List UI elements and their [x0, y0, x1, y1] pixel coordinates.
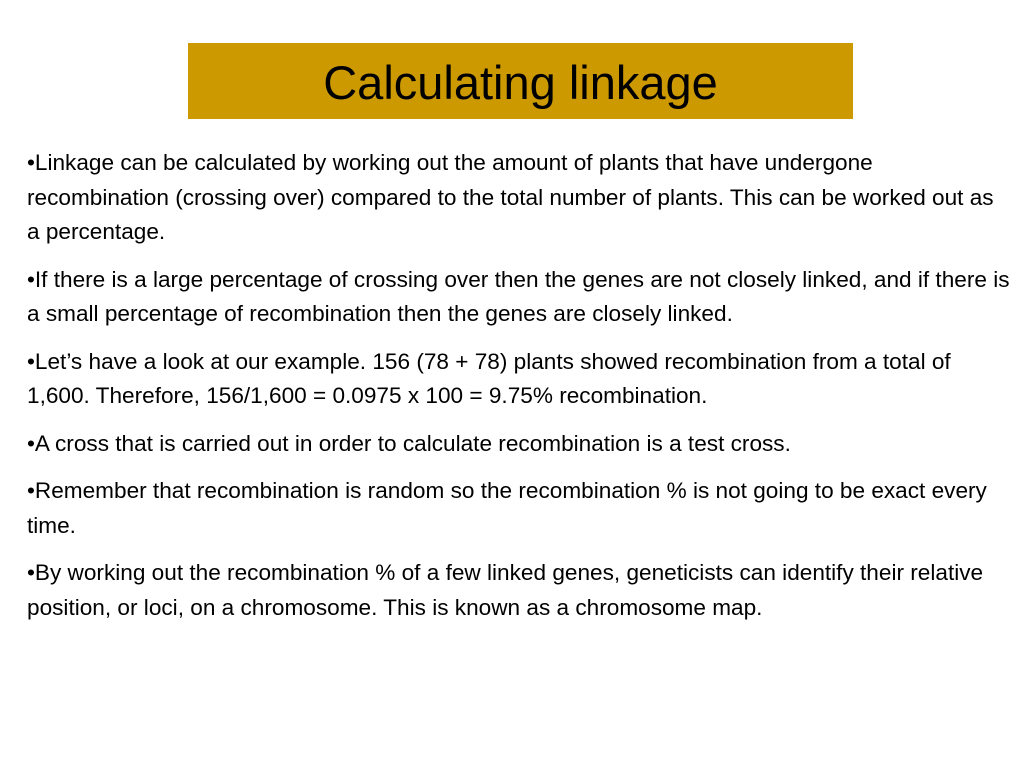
bullet-crossing-over: •If there is a large percentage of crossing over then the genes are not closely linked, and if there is a small percentage of recombination then the genes are closely linked. — [27, 266, 1010, 326]
bullet-linkage-calculation: •Linkage can be calculated by working out the amount of plants that have undergone recombination (crossing over) compared to the total number of plants. This can be worked out as a percentage. — [27, 150, 994, 244]
bullet-random-recombination: •Remember that recombination is random so the recombination % is not going to be exact every time. — [27, 478, 987, 538]
bullet-chromosome-map: •By working out the recombination % of a few linked genes, geneticists can identify their relative position, or loci, on a chromosome. This is known as a chromosome map. — [27, 560, 984, 620]
bullet-test-cross: •A cross that is carried out in order to calculate recombination is a test cross. — [27, 430, 791, 456]
bullet-example: •Let’s have a look at our example. 156 (78 + 78) plants showed recombination from a total of 1,600. Therefore, 156/1,600 = 0.0975 x 100 = 9.75% recombination. — [27, 348, 951, 408]
bullet-list — [27, 146, 1012, 638]
title-banner — [188, 43, 853, 119]
slide-title: Calculating linkage — [323, 55, 718, 109]
